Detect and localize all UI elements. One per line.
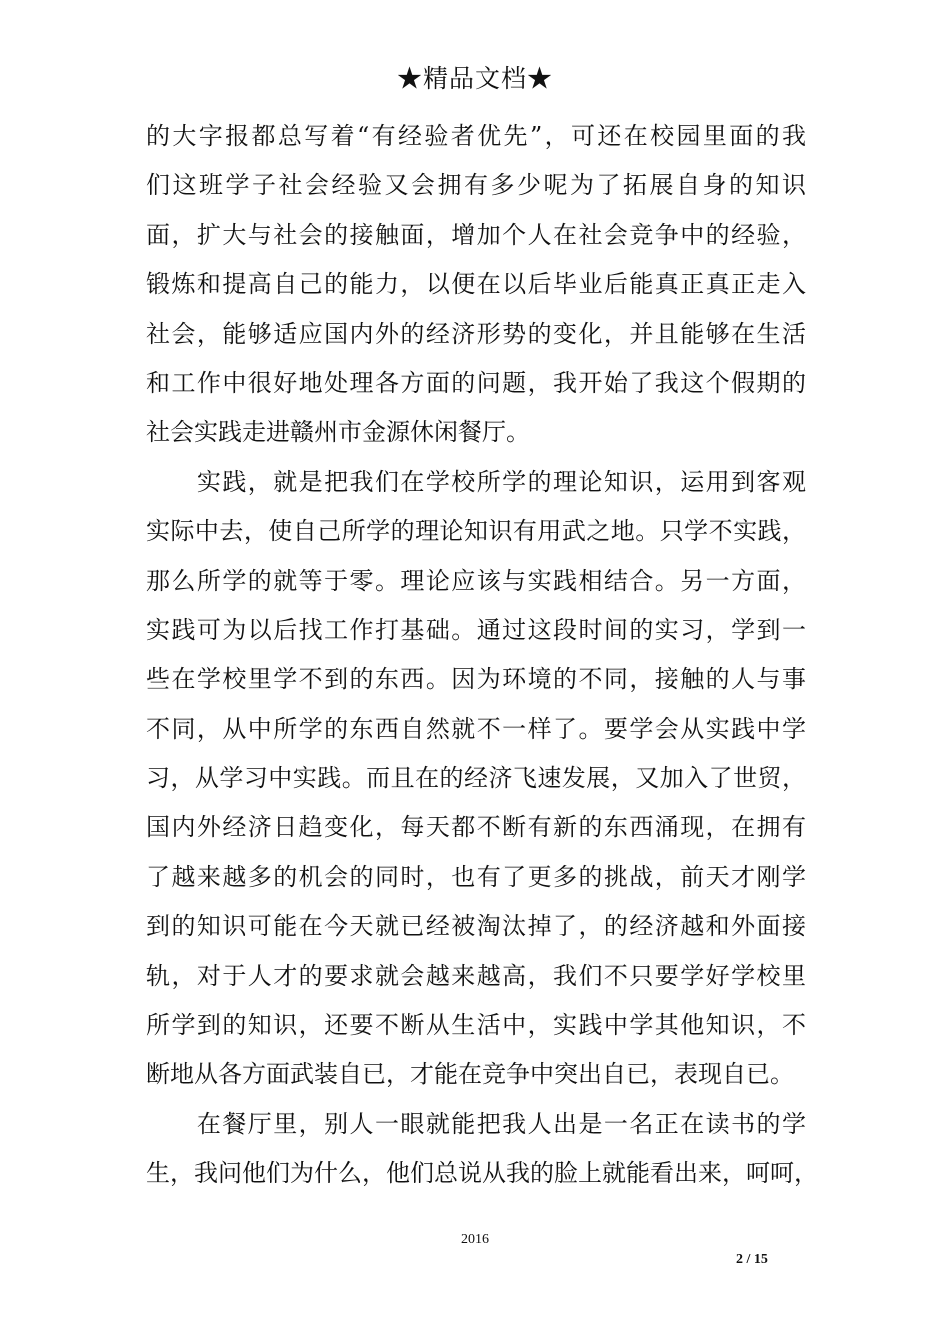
text-line: 锻炼和提高自己的能力，以便在以后毕业后能真正真正走入 (146, 270, 806, 299)
text-line: 了越来越多的机会的同时，也有了更多的挑战，前天才刚学 (146, 862, 806, 891)
text-line: 习，从学习中实践。而且在的经济飞速发展，又加入了世贸， (146, 764, 806, 793)
text-line: 社会，能够适应国内外的经济形势的变化，并且能够在生活 (146, 319, 806, 348)
text-line: 社会实践走进赣州市金源休闲餐厅。 (146, 418, 530, 447)
text-line: 到的知识可能在今天就已经被淘汰掉了，的经济越和外面接 (146, 912, 806, 941)
text-line: 实践，就是把我们在学校所学的理论知识，运用到客观 (146, 467, 806, 496)
text-line: 面，扩大与社会的接触面，增加个人在社会竞争中的经验， (146, 220, 806, 249)
text-line: 生，我问他们为什么，他们总说从我的脸上就能看出来，呵呵， (146, 1159, 818, 1188)
document-header-title: ★精品文档★ (396, 64, 553, 93)
text-line: 们这班学子社会经验又会拥有多少呢为了拓展自身的知识 (146, 171, 806, 200)
footer-year: 2016 (461, 1232, 489, 1247)
text-line: 实际中去，使自己所学的理论知识有用武之地。只学不实践， (146, 517, 806, 546)
text-line: 断地从各方面武装自已，才能在竞争中突出自已，表现自已。 (146, 1060, 794, 1089)
text-line: 不同，从中所学的东西自然就不一样了。要学会从实践中学 (146, 714, 806, 743)
text-line: 国内外经济日趋变化，每天都不断有新的东西涌现，在拥有 (146, 813, 806, 842)
document-body (146, 116, 818, 1203)
text-line: 些在学校里学不到的东西。因为环境的不同，接触的人与事 (146, 665, 806, 694)
text-line: 轨，对于人才的要求就会越来越高，我们不只要学好学校里 (146, 961, 806, 990)
text-line: 在餐厅里，别人一眼就能把我人出是一名正在读书的学 (146, 1109, 806, 1138)
text-line: 和工作中很好地处理各方面的问题，我开始了我这个假期的 (146, 368, 806, 397)
page-number: 2 / 15 (736, 1252, 768, 1267)
text-line: 实践可为以后找工作打基础。通过这段时间的实习，学到一 (146, 615, 806, 644)
text-line: 所学到的知识，还要不断从生活中，实践中学其他知识，不 (146, 1011, 806, 1040)
text-line: 的大字报都总写着“有经验者优先”，可还在校园里面的我 (146, 122, 806, 150)
text-line: 那么所学的就等于零。理论应该与实践相结合。另一方面， (146, 566, 806, 595)
